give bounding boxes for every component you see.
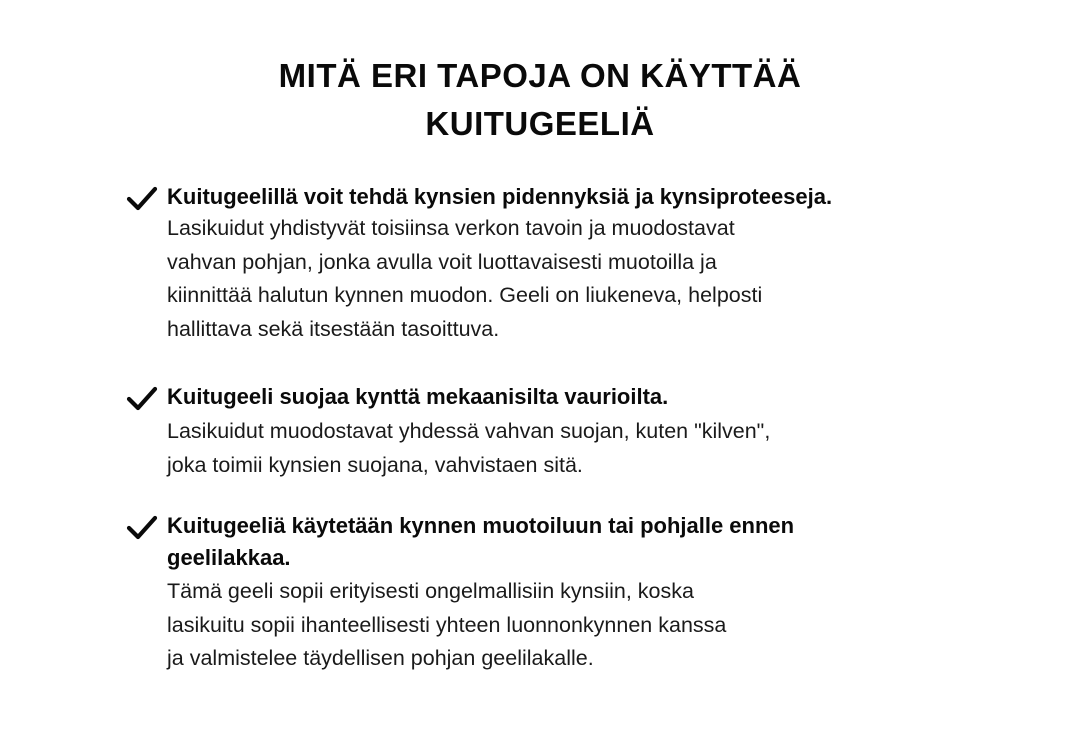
list-item-description <box>167 212 1027 346</box>
body-line: Lasikuidut yhdistyvät toisiinsa verkon tavoin ja muodostavat <box>167 216 735 240</box>
body-line: Tämä geeli sopii erityisesti ongelmallisiin kynsiin, koska <box>167 579 694 603</box>
list-item-description <box>167 575 1027 676</box>
body-line: ja valmistelee täydellisen pohjan geelilakalle. <box>167 646 594 670</box>
heading-line: Kuitugeelillä voit tehdä kynsien pidennyksiä ja kynsiproteeseja. <box>167 184 833 209</box>
body-line: lasikuitu sopii ihanteellisesti yhteen luonnonkynnen kanssa <box>167 612 727 637</box>
checkmark-icon <box>126 513 158 541</box>
checkmark-icon <box>126 184 158 212</box>
page-title-line-2: KUITUGEELIÄ <box>425 105 655 142</box>
list-item-description <box>167 415 1027 482</box>
body-line: joka toimii kynsien suojana, vahvistaen sitä. <box>167 452 583 477</box>
heading-line: Kuitugeeli suojaa kynttä mekaanisilta vaurioilta. <box>167 384 669 409</box>
heading-line: geelilakkaa. <box>167 545 291 570</box>
body-line: kiinnittää halutun kynnen muodon. Geeli on liukeneva, helposti <box>167 283 763 307</box>
page-title <box>0 52 1080 148</box>
body-line: hallittava sekä itsestään tasoittuva. <box>167 316 500 341</box>
list-item-heading <box>167 381 1027 413</box>
body-line: Lasikuidut muodostavat yhdessä vahvan suojan, kuten "kilven", <box>167 419 771 443</box>
checkmark-icon <box>126 384 158 412</box>
page-title-line-1: MITÄ ERI TAPOJA ON KÄYTTÄÄ <box>278 57 802 94</box>
list-item-heading <box>167 181 1027 213</box>
heading-line: Kuitugeeliä käytetään kynnen muotoiluun tai pohjalle ennen <box>167 513 795 538</box>
body-line: vahvan pohjan, jonka avulla voit luottavaisesti muotoilla ja <box>167 249 717 274</box>
list-item-heading <box>167 510 1027 574</box>
